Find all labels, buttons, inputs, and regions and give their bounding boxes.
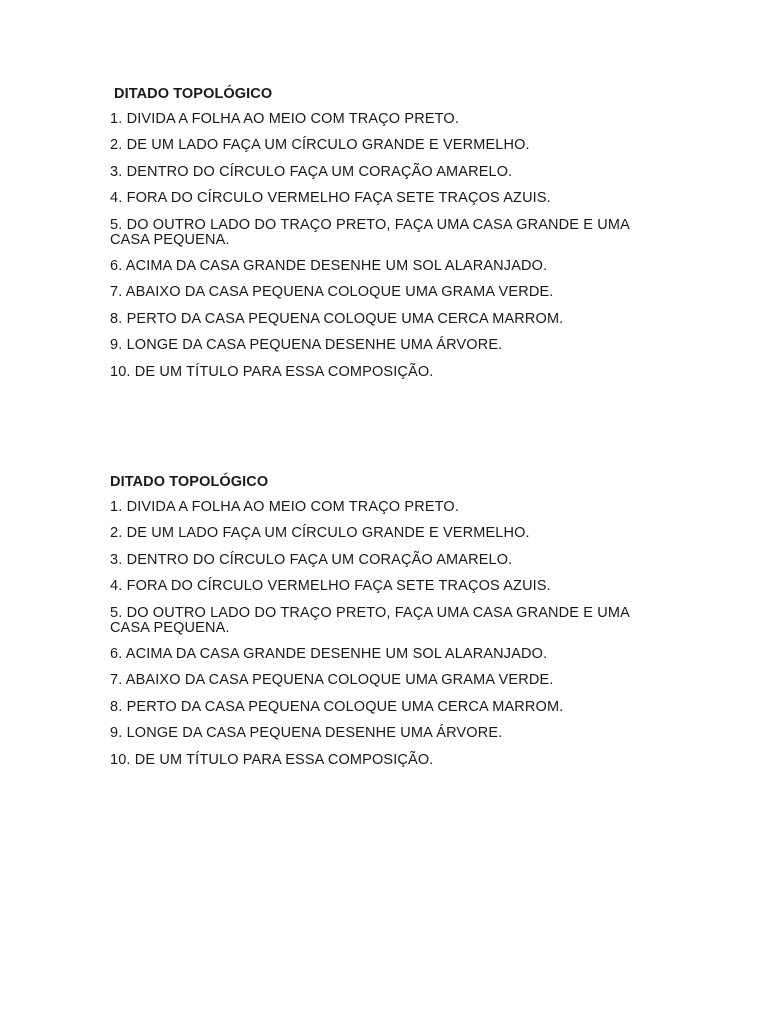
instruction-item: 7. ABAIXO DA CASA PEQUENA COLOQUE UMA GRAMA VERDE.	[110, 284, 554, 301]
instruction-item: 10. DE UM TÍTULO PARA ESSA COMPOSIÇÃO.	[110, 363, 434, 380]
instruction-list	[110, 500, 640, 768]
instruction-item: 2. DE UM LADO FAÇA UM CÍRCULO GRANDE E VERMELHO.	[110, 525, 530, 542]
instruction-item: 4. FORA DO CÍRCULO VERMELHO FAÇA SETE TRAÇOS AZUIS.	[110, 578, 551, 595]
instruction-item: 9. LONGE DA CASA PEQUENA DESENHE UMA ÁRVORE.	[110, 337, 503, 354]
instruction-item: 4. FORA DO CÍRCULO VERMELHO FAÇA SETE TRAÇOS AZUIS.	[110, 190, 551, 207]
instruction-item: 2. DE UM LADO FAÇA UM CÍRCULO GRANDE E VERMELHO.	[110, 137, 530, 154]
instruction-item: 6. ACIMA DA CASA GRANDE DESENHE UM SOL ALARANJADO.	[110, 257, 548, 274]
instruction-item: 3. DENTRO DO CÍRCULO FAÇA UM CORAÇÃO AMARELO.	[110, 551, 513, 568]
instruction-item: 3. DENTRO DO CÍRCULO FAÇA UM CORAÇÃO AMARELO.	[110, 163, 513, 180]
instruction-item: 8. PERTO DA CASA PEQUENA COLOQUE UMA CERCA MARROM.	[110, 310, 564, 327]
dictation-section-1	[110, 86, 640, 391]
instruction-item: 6. ACIMA DA CASA GRANDE DESENHE UM SOL ALARANJADO.	[110, 645, 548, 662]
section-title: DITADO TOPOLÓGICO	[114, 86, 273, 102]
instruction-item: 1. DIVIDA A FOLHA AO MEIO COM TRAÇO PRETO.	[110, 111, 460, 127]
instruction-item: 5. DO OUTRO LADO DO TRAÇO PRETO, FAÇA UMA CASA GRANDE E UMA CASA PEQUENA.	[110, 216, 630, 248]
instruction-list	[110, 112, 640, 380]
instruction-item: 8. PERTO DA CASA PEQUENA COLOQUE UMA CERCA MARROM.	[110, 698, 564, 715]
instruction-item: 1. DIVIDA A FOLHA AO MEIO COM TRAÇO PRETO.	[110, 499, 460, 515]
dictation-section-2	[110, 474, 640, 779]
section-title: DITADO TOPOLÓGICO	[110, 474, 269, 490]
instruction-item: 9. LONGE DA CASA PEQUENA DESENHE UMA ÁRVORE.	[110, 725, 503, 742]
instruction-item: 7. ABAIXO DA CASA PEQUENA COLOQUE UMA GRAMA VERDE.	[110, 672, 554, 689]
instruction-item: 5. DO OUTRO LADO DO TRAÇO PRETO, FAÇA UMA CASA GRANDE E UMA CASA PEQUENA.	[110, 604, 630, 636]
instruction-item: 10. DE UM TÍTULO PARA ESSA COMPOSIÇÃO.	[110, 751, 434, 768]
